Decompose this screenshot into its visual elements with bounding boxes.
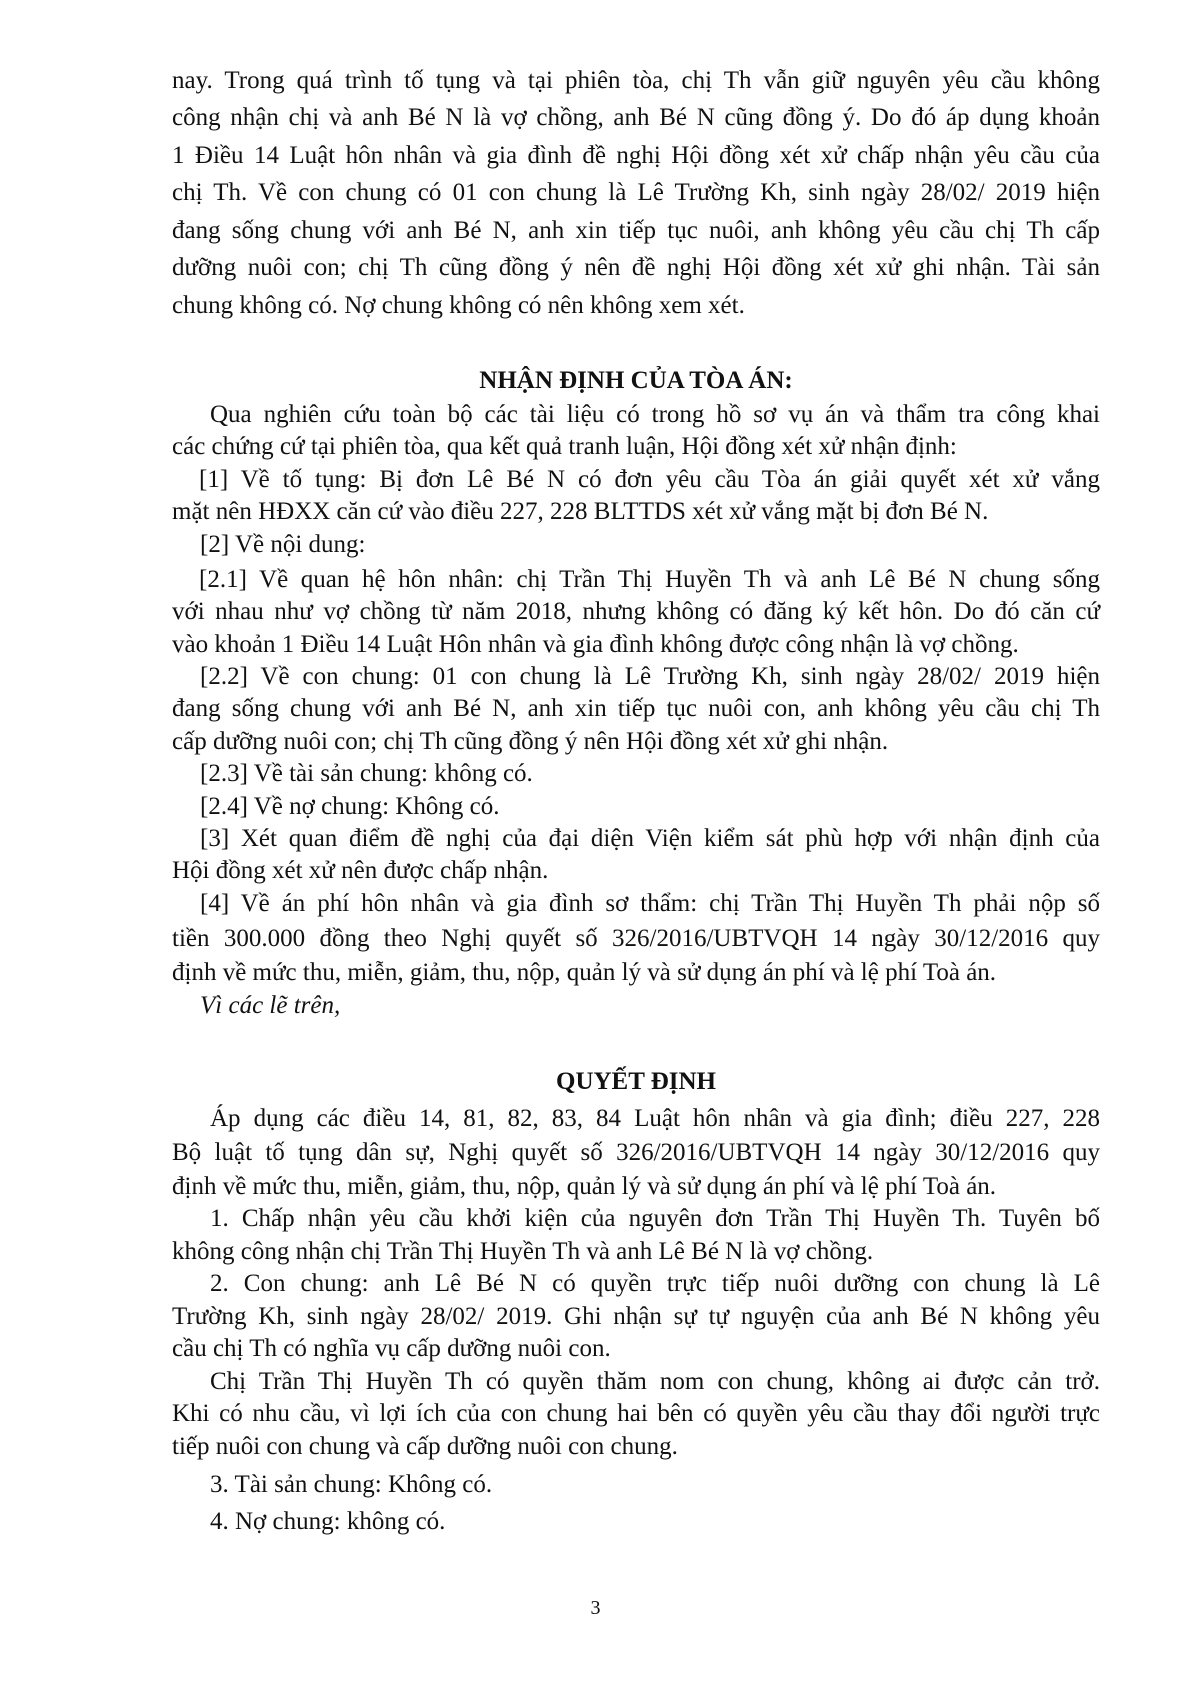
paragraph-line: vào khoản 1 Điều 14 Luật Hôn nhân và gia đình không được công nhận là vợ chồng. xyxy=(172,631,1019,658)
paragraph-line: chị Th. Về con chung có 01 con chung là Lê Trường Kh, sinh ngày 28/02/ 2019 hiện xyxy=(172,179,1100,206)
paragraph-line: định về mức thu, miễn, giảm, thu, nộp, quản lý và sử dụng án phí và lệ phí Toà án. xyxy=(172,1173,997,1200)
paragraph-line: Trường Kh, sinh ngày 28/02/ 2019. Ghi nhận sự tự nguyện của anh Bé N không yêu xyxy=(172,1303,1100,1330)
paragraph-line: [2.3] Về tài sản chung: không có. xyxy=(200,760,533,787)
paragraph-line: Khi có nhu cầu, vì lợi ích của con chung hai bên có quyền yêu cầu thay đổi người trực xyxy=(172,1400,1100,1427)
paragraph-line: Chị Trần Thị Huyền Th có quyền thăm nom con chung, không ai được cản trở. xyxy=(210,1368,1100,1395)
paragraph-line: 1. Chấp nhận yêu cầu khởi kiện của nguyên đơn Trần Thị Huyền Th. Tuyên bố xyxy=(210,1205,1100,1232)
paragraph-line: công nhận chị và anh Bé N là vợ chồng, anh Bé N cũng đồng ý. Do đó áp dụng khoản xyxy=(172,104,1100,131)
paragraph-line: mặt nên HĐXX căn cứ vào điều 227, 228 BLTTDS xét xử vắng mặt bị đơn Bé N. xyxy=(172,498,989,525)
closing-phrase: Vì các lẽ trên, xyxy=(200,992,341,1019)
paragraph-line: [2] Về nội dung: xyxy=(200,531,366,558)
paragraph-line: định về mức thu, miễn, giảm, thu, nộp, quản lý và sử dụng án phí và lệ phí Toà án. xyxy=(172,959,997,986)
paragraph-line: [1] Về tố tụng: Bị đơn Lê Bé N có đơn yêu cầu Tòa án giải quyết xét xử vắng xyxy=(199,466,1100,493)
section-heading-decision: QUYẾT ĐỊNH xyxy=(556,1068,716,1095)
paragraph-line: [3] Xét quan điểm đề nghị của đại diện Viện kiểm sát phù hợp với nhận định của xyxy=(200,825,1100,852)
paragraph-line: [2.4] Về nợ chung: Không có. xyxy=(200,793,500,820)
paragraph-line: đang sống chung với anh Bé N, anh xin tiếp tục nuôi con, anh không yêu cầu chị Th xyxy=(172,695,1100,722)
paragraph-line: với nhau như vợ chồng từ năm 2018, nhưng không có đăng ký kết hôn. Do đó căn cứ xyxy=(172,598,1100,625)
paragraph-line: dưỡng nuôi con; chị Th cũng đồng ý nên đề nghị Hội đồng xét xử ghi nhận. Tài sản xyxy=(172,254,1100,281)
paragraph-line: đang sống chung với anh Bé N, anh xin tiếp tục nuôi, anh không yêu cầu chị Th cấp xyxy=(172,217,1100,244)
paragraph-line: 1 Điều 14 Luật hôn nhân và gia đình đề nghị Hội đồng xét xử chấp nhận yêu cầu của xyxy=(172,142,1100,169)
page-number: 3 xyxy=(590,1597,601,1619)
paragraph-line: Hội đồng xét xử nên được chấp nhận. xyxy=(172,857,549,884)
paragraph-line: 3. Tài sản chung: Không có. xyxy=(210,1471,493,1498)
paragraph-line: nay. Trong quá trình tố tụng và tại phiên tòa, chị Th vẫn giữ nguyên yêu cầu không xyxy=(172,67,1100,94)
paragraph-line: Qua nghiên cứu toàn bộ các tài liệu có trong hồ sơ vụ án và thẩm tra công khai xyxy=(210,401,1100,428)
paragraph-line: chung không có. Nợ chung không có nên không xem xét. xyxy=(172,292,745,319)
paragraph-line: [2.2] Về con chung: 01 con chung là Lê Trường Kh, sinh ngày 28/02/ 2019 hiện xyxy=(200,663,1100,690)
paragraph-line: tiền 300.000 đồng theo Nghị quyết số 326/2016/UBTVQH 14 ngày 30/12/2016 quy xyxy=(172,925,1100,952)
section-heading-court-findings: NHẬN ĐỊNH CỦA TÒA ÁN: xyxy=(479,367,793,394)
paragraph-line: [2.1] Về quan hệ hôn nhân: chị Trần Thị Huyền Th và anh Lê Bé N chung sống xyxy=(199,566,1100,593)
paragraph-line: 2. Con chung: anh Lê Bé N có quyền trực tiếp nuôi dưỡng con chung là Lê xyxy=(210,1270,1100,1297)
paragraph-line: các chứng cứ tại phiên tòa, qua kết quả tranh luận, Hội đồng xét xử nhận định: xyxy=(172,433,957,460)
paragraph-line: cầu chị Th có nghĩa vụ cấp dưỡng nuôi con. xyxy=(172,1335,611,1362)
paragraph-line: không công nhận chị Trần Thị Huyền Th và anh Lê Bé N là vợ chồng. xyxy=(172,1238,874,1265)
paragraph-line: cấp dưỡng nuôi con; chị Th cũng đồng ý nên Hội đồng xét xử ghi nhận. xyxy=(172,728,889,755)
paragraph-line: tiếp nuôi con chung và cấp dưỡng nuôi con chung. xyxy=(172,1433,678,1460)
paragraph-line: 4. Nợ chung: không có. xyxy=(210,1508,446,1535)
paragraph-line: [4] Về án phí hôn nhân và gia đình sơ thẩm: chị Trần Thị Huyền Th phải nộp số xyxy=(200,890,1100,917)
paragraph-line: Áp dụng các điều 14, 81, 82, 83, 84 Luật hôn nhân và gia đình; điều 227, 228 xyxy=(210,1105,1100,1132)
paragraph-line: Bộ luật tố tụng dân sự, Nghị quyết số 326/2016/UBTVQH 14 ngày 30/12/2016 quy xyxy=(172,1139,1100,1166)
